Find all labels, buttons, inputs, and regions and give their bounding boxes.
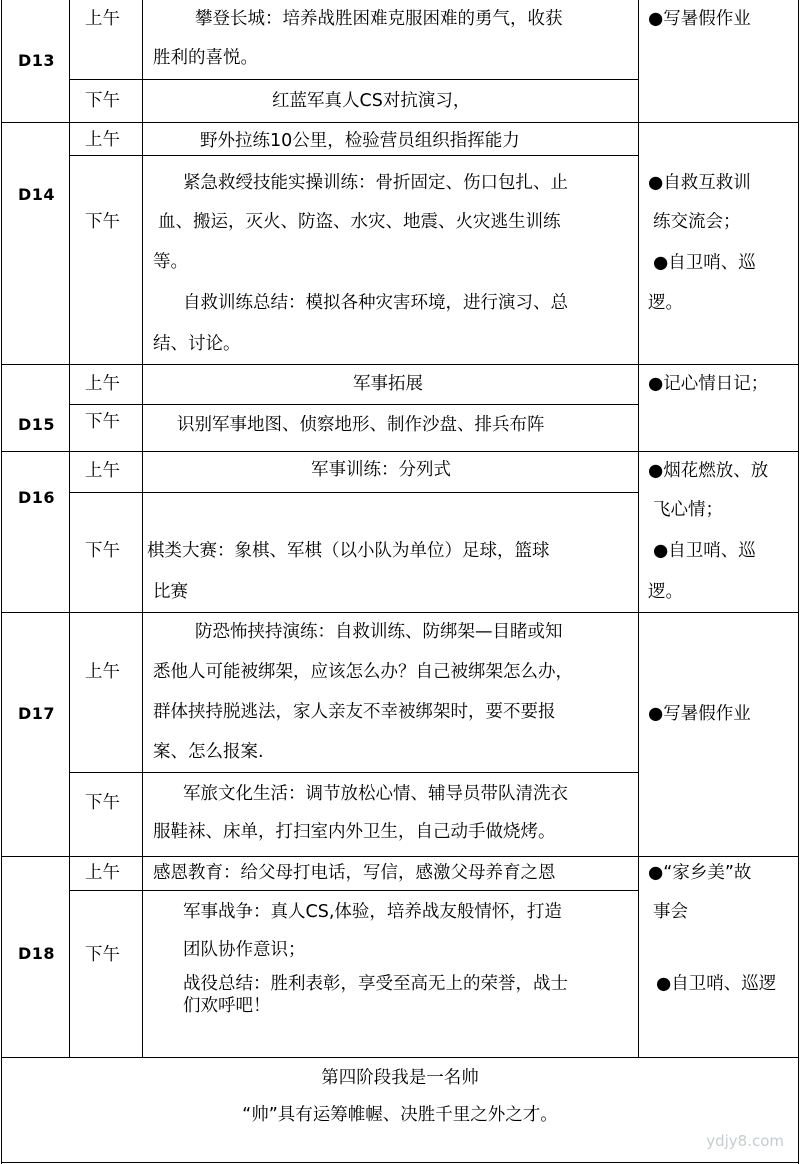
pm-label: 下午 (85, 945, 120, 965)
note-line: 逻。 (648, 293, 683, 313)
day-label: D13 (18, 51, 56, 70)
pm-label: 下午 (85, 91, 120, 111)
note-line: ●自救互救训 (648, 173, 751, 193)
am-label: 上午 (85, 374, 120, 394)
note-line: ●自卫哨、巡 (653, 253, 756, 273)
activity-line: 防恐怖挟持演练：自救训练、防绑架—目睹或知 (195, 622, 563, 642)
am-label: 上午 (85, 863, 120, 883)
activity-line: 团队协作意识； (183, 940, 306, 960)
day-label: D15 (18, 415, 56, 434)
stage-motto: “帅”具有运筹帷幄、决胜千里之外之才。 (242, 1105, 558, 1125)
activity-line: 军事训练：分列式 (311, 460, 451, 480)
activity-line: 等。 (153, 252, 188, 272)
am-label: 上午 (85, 662, 120, 682)
activity-line: 军事战争：真人CS,体验，培养战友般情怀，打造 (183, 902, 562, 922)
activity-line: 军旅文化生活：调节放松心情、辅导员带队清洗衣 (183, 784, 568, 804)
note-line: ●记心情日记； (648, 374, 769, 394)
day-label: D16 (18, 488, 56, 507)
pm-label: 下午 (85, 793, 120, 813)
activity-line: 军事拓展 (353, 374, 423, 394)
note-line: ●“家乡美”故 (648, 863, 752, 883)
activity-line: 紧急救绶技能实操训练：骨折固定、伤口包扎、止 (183, 173, 568, 193)
watermark: ydjy8.com (706, 1132, 784, 1150)
day-label: D17 (18, 704, 56, 723)
note-line: 事会 (653, 902, 688, 922)
note-line: ●写暑假作业 (648, 704, 751, 724)
note-line: 飞心情； (653, 500, 723, 520)
am-label: 上午 (85, 461, 120, 481)
activity-line: 悉他人可能被绑架，应该怎么办？自己被绑架怎么办， (153, 662, 573, 682)
activity-line: 案、怎么报案. (153, 742, 264, 762)
am-label: 上午 (85, 130, 120, 150)
activity-line: 胜利的喜悦。 (153, 48, 258, 68)
note-line: ●自卫哨、巡 (653, 541, 756, 561)
activity-line: 血、搬运，灭火、防盗、水灾、地震、火灾逃生训练 (158, 212, 561, 232)
activity-line: 棋类大赛：象棋、军棋（以小队为单位）足球，篮球 (147, 541, 550, 561)
activity-line: 红蓝军真人CS对抗演习， (272, 91, 471, 111)
stage-title: 第四阶段我是一名帅 (321, 1068, 479, 1088)
am-label: 上午 (85, 9, 120, 29)
activity-line: 野外拉练10公里，检验营员组织指挥能力 (200, 131, 520, 151)
activity-line: 攀登长城：培养战胜困难克服困难的勇气，收获 (195, 9, 563, 29)
activity-line: 结、讨论。 (153, 334, 241, 354)
activity-line: 战役总结：胜利表彰，享受至高无上的荣誉，战士 (183, 974, 568, 994)
activity-line: 自救训练总结：模拟各种灾害环境，进行演习、总 (183, 293, 568, 313)
note-line: 练交流会； (653, 212, 741, 232)
day-label: D18 (18, 944, 56, 963)
note-line: ●烟花燃放、放 (648, 461, 769, 481)
pm-label: 下午 (85, 212, 120, 232)
activity-line: 们欢呼吧！ (183, 996, 271, 1016)
activity-line: 感恩教育：给父母打电话，写信，感激父母养育之恩 (153, 863, 556, 883)
pm-label: 下午 (85, 541, 120, 561)
note-line: 逻。 (648, 582, 683, 602)
activity-line: 比赛 (153, 582, 188, 602)
day-label: D14 (18, 185, 56, 204)
activity-line: 服鞋袜、床单，打扫室内外卫生，自己动手做烧烤。 (153, 822, 556, 842)
activity-line: 识别军事地图、侦察地形、制作沙盘、排兵布阵 (177, 415, 545, 435)
pm-label: 下午 (85, 412, 120, 432)
note-line: ●自卫哨、巡逻 (656, 974, 777, 994)
activity-line: 群体挟持脱逃法，家人亲友不幸被绑架时，要不要报 (153, 702, 556, 722)
note-line: ●写暑假作业 (648, 9, 751, 29)
